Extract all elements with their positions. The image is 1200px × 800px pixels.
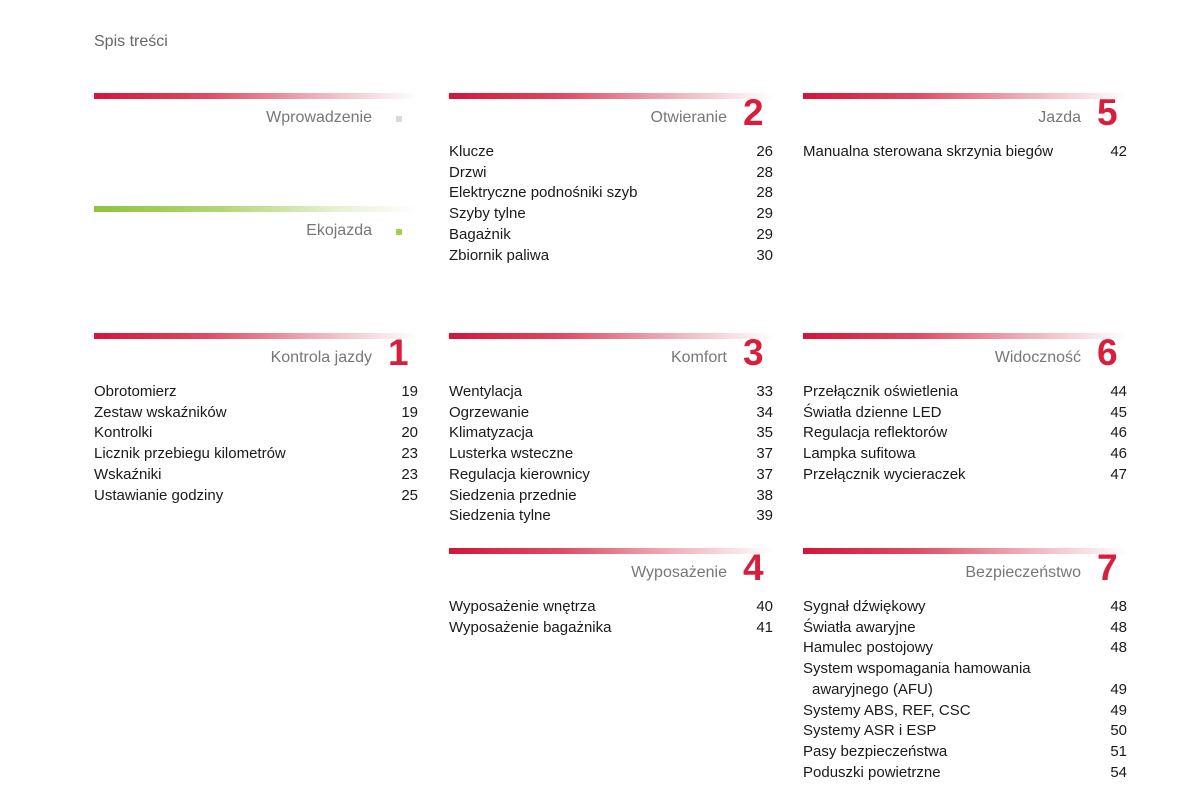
section-jazda <box>803 93 1127 163</box>
toc-entry-page: 29 <box>756 225 773 243</box>
toc-entry-label: Systemy ABS, REF, CSC <box>803 701 971 719</box>
toc-entry-page: 37 <box>756 465 773 483</box>
toc-entry-page: 38 <box>756 486 773 504</box>
toc-entry[interactable] <box>449 163 773 184</box>
toc-entry-page: 23 <box>401 465 418 483</box>
toc-entry[interactable] <box>449 225 773 246</box>
section-title[interactable]: Wprowadzenie <box>266 109 372 126</box>
toc-entry[interactable] <box>94 382 418 403</box>
toc-entry-page: 44 <box>1110 383 1127 400</box>
section-marker <box>396 116 402 122</box>
section-number: 5 <box>1097 92 1118 133</box>
toc-entry-label: Wyposażenie wnętrza <box>449 598 596 615</box>
toc-entry-label: Obrotomierz <box>94 383 177 400</box>
section-number: 6 <box>1097 332 1118 373</box>
toc-entry[interactable] <box>449 506 773 527</box>
toc-entry-page: 48 <box>1110 598 1127 615</box>
section-number: 2 <box>743 92 764 133</box>
toc-entry[interactable] <box>449 204 773 225</box>
section-otwieranie <box>449 93 773 266</box>
toc-entry-label: Wyposażenie bagażnika <box>449 618 612 636</box>
toc-list <box>449 382 773 527</box>
toc-list <box>449 142 773 266</box>
toc-entry[interactable] <box>803 701 1127 722</box>
toc-entry[interactable] <box>449 423 773 444</box>
section-bezpieczenstwo <box>803 548 1127 783</box>
toc-entry-page: 35 <box>756 424 773 442</box>
toc-entry-page: 40 <box>756 598 773 615</box>
toc-entry-label: Siedzenia tylne <box>449 507 551 525</box>
toc-entry[interactable] <box>94 465 418 486</box>
toc-entry-label: Ogrzewanie <box>449 403 530 421</box>
section-title[interactable]: Otwieranie <box>650 109 727 126</box>
toc-entry[interactable] <box>449 142 773 163</box>
section-title[interactable]: Jazda <box>1038 109 1081 126</box>
toc-entry-page: 49 <box>1110 701 1127 719</box>
toc-entry[interactable] <box>449 465 773 486</box>
toc-entry[interactable] <box>449 246 773 267</box>
toc-entry-page: 42 <box>1110 143 1127 160</box>
toc-entry-label: Poduszki powietrzne <box>803 763 941 781</box>
toc-entry[interactable] <box>803 763 1127 784</box>
toc-entry-label: Kontrolki <box>94 424 153 442</box>
toc-entry-label: Drzwi <box>449 163 487 181</box>
toc-entry-label: Światła dzienne LED <box>803 403 942 421</box>
toc-entry[interactable] <box>94 423 418 444</box>
toc-entry-page: 48 <box>1110 618 1127 636</box>
section-kontrola <box>94 333 418 506</box>
toc-entry[interactable] <box>803 618 1127 639</box>
toc-entry-page: 26 <box>756 143 773 160</box>
toc-entry-label: Regulacja reflektorów <box>803 424 948 442</box>
toc-entry-label: Ustawianie godziny <box>94 486 224 504</box>
toc-entry-page: 30 <box>756 246 773 264</box>
section-title[interactable]: Wyposażenie <box>631 564 727 581</box>
toc-entry-label: Sygnał dźwiękowy <box>803 598 926 615</box>
toc-entry-label: Przełącznik oświetlenia <box>803 383 959 400</box>
toc-entry-label: Lampka sufitowa <box>803 445 916 463</box>
section-title[interactable]: Komfort <box>670 349 727 366</box>
toc-entry[interactable] <box>803 659 1127 700</box>
toc-entry[interactable] <box>803 597 1127 618</box>
section-marker <box>396 229 402 235</box>
toc-entry-page: 50 <box>1110 722 1127 740</box>
toc-entry-page: 23 <box>401 445 418 463</box>
toc-entry[interactable] <box>94 403 418 424</box>
toc-entry-label: Zbiornik paliwa <box>449 246 550 264</box>
toc-entry[interactable] <box>803 444 1127 465</box>
toc-entry-page: 46 <box>1110 445 1127 463</box>
section-title[interactable]: Ekojazda <box>306 222 372 239</box>
toc-entry[interactable] <box>803 638 1127 659</box>
toc-entry-page: 20 <box>401 424 418 442</box>
section-wprowadzenie <box>94 93 418 129</box>
toc-entry-page: 29 <box>756 205 773 223</box>
toc-entry-label: Wentylacja <box>449 383 523 400</box>
toc-entry-page: 28 <box>756 184 773 202</box>
section-title[interactable]: Widoczność <box>994 349 1081 366</box>
toc-entry-label: Światła awaryjne <box>803 618 916 636</box>
toc-entry-label: Przełącznik wycieraczek <box>803 465 966 483</box>
toc-entry-page: 46 <box>1110 424 1127 442</box>
toc-list <box>803 382 1127 486</box>
toc-entry-label: Bagażnik <box>449 225 511 243</box>
toc-entry[interactable] <box>94 486 418 507</box>
toc-entry-page: 33 <box>756 383 773 400</box>
toc-entry[interactable] <box>449 597 773 618</box>
toc-entry-page: 19 <box>401 383 418 400</box>
toc-entry-page: 37 <box>756 445 773 463</box>
section-title[interactable]: Bezpieczeństwo <box>965 564 1081 581</box>
toc-list <box>94 382 418 506</box>
toc-entry-page: 48 <box>1110 639 1127 657</box>
toc-entry-page: 39 <box>756 507 773 525</box>
toc-entry[interactable] <box>449 382 773 403</box>
toc-entry[interactable] <box>803 742 1127 763</box>
toc-entry[interactable] <box>449 486 773 507</box>
toc-entry-label: Licznik przebiegu kilometrów <box>94 445 286 463</box>
toc-entry[interactable] <box>449 403 773 424</box>
toc-entry-page: 47 <box>1110 465 1127 483</box>
toc-entry-page: 51 <box>1110 742 1127 760</box>
toc-entry-label-continued: awaryjnego (AFU) <box>812 680 933 698</box>
toc-entry[interactable] <box>803 465 1127 486</box>
toc-entry-label: Elektryczne podnośniki szyb <box>449 184 638 202</box>
section-number: 4 <box>743 547 764 588</box>
toc-entry[interactable] <box>803 423 1127 444</box>
section-widocznosc <box>803 333 1127 486</box>
toc-entry[interactable] <box>803 142 1127 163</box>
toc-entry-label: Siedzenia przednie <box>449 486 577 504</box>
toc-entry[interactable] <box>449 444 773 465</box>
toc-entry[interactable] <box>803 403 1127 424</box>
toc-entry-label: Pasy bezpieczeństwa <box>803 742 948 760</box>
section-number: 7 <box>1097 547 1118 588</box>
toc-entry-label: Hamulec postojowy <box>803 639 934 657</box>
toc-entry-page: 34 <box>756 403 773 421</box>
toc-entry[interactable] <box>94 444 418 465</box>
toc-entry-label: Manualna sterowana skrzynia biegów <box>803 143 1054 160</box>
toc-entry[interactable] <box>449 618 773 639</box>
toc-list <box>803 597 1127 783</box>
toc-entry-page: 19 <box>401 403 418 421</box>
section-ekojazda <box>94 206 418 242</box>
section-title[interactable]: Kontrola jazdy <box>270 349 372 366</box>
section-number: 3 <box>743 332 764 373</box>
toc-entry-label: Zestaw wskaźników <box>94 403 227 421</box>
toc-entry-page: 28 <box>756 163 773 181</box>
toc-entry-label: Systemy ASR i ESP <box>803 722 937 740</box>
toc-entry-label: Regulacja kierownicy <box>449 465 590 483</box>
section-wyposazenie <box>449 548 773 638</box>
toc-entry-label: Klucze <box>449 143 495 160</box>
toc-entry-page: 49 <box>1110 680 1127 698</box>
toc-entry-page: 54 <box>1110 763 1127 781</box>
toc-entry-label: Klimatyzacja <box>449 424 534 442</box>
toc-list <box>803 142 1127 163</box>
toc-entry-page: 45 <box>1110 403 1127 421</box>
toc-entry-label: Szyby tylne <box>449 205 526 223</box>
toc-entry[interactable] <box>449 183 773 204</box>
toc-entry[interactable] <box>803 382 1127 403</box>
page-title: Spis treści <box>94 33 168 50</box>
toc-entry-page: 41 <box>756 618 773 636</box>
toc-entry-label: Wskaźniki <box>94 465 162 483</box>
toc-entry-label: Lusterka wsteczne <box>449 445 574 463</box>
toc-entry-page: 25 <box>401 486 418 504</box>
toc-entry-label: System wspomagania hamowania <box>803 660 1031 678</box>
section-number: 1 <box>388 332 409 373</box>
toc-list <box>449 597 773 638</box>
toc-entry[interactable] <box>803 721 1127 742</box>
section-komfort <box>449 333 773 527</box>
